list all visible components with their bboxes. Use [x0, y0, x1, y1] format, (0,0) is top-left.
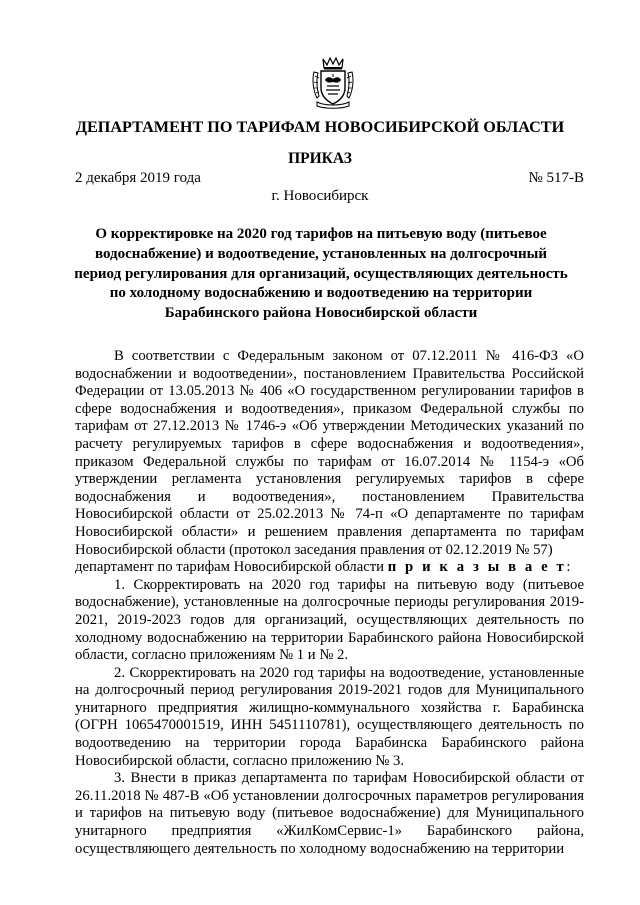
orders-lead: департамент по тарифам Новосибирской области — [75, 559, 385, 576]
item-2-paragraph: 2. Скорректировать на 2020 год тарифы на водоотведение, установленные на долгосрочный период регулирования 2019-2021 годов для Муниципального унитарного предприятия жилищно-коммунального хозяйства г. Барабинска (ОГРН 1065470001519, ИНН 5451110781), осуществляющего деятельность по водоотведению на территории города Барабинска Барабинского района Новосибирской области, согласно приложению № 3. — [75, 664, 584, 769]
document-title: О корректировке на 2020 год тарифов на питьевую воду (питьевое водоснабжение) и водоотведение, установленных на долгосрочный период регулирования для организаций, осуществляющих деятельность по холодному водоснабжению и водоотведению на территории Барабинского района Новосибирской области — [74, 226, 568, 322]
preamble-paragraph: В соответствии с Федеральным законом от 07.12.2011 № 416-ФЗ «О водоснабжении и водоотведении», постановлением Правительства Российской Федерации от 13.05.2013 № 406 «О государственном регулировании тарифов в сфере водоснабжения и водоотведения», приказом Федеральной службы по тарифам от 27.12.2013 № 1746-э «Об утверждении Методических указаний по расчету регулируемых тарифов в сфере водоснабжения и водоотведения», приказом Федеральной службы по тарифам от 16.07.2014 № 1154-э «Об утверждении регламента установления регулируемых тарифов в сфере водоснабжения и водоотведения», постановлением Правительства Новосибирской области от 25.02.2013 № 74-п «О департаменте по тарифам Новосибирской области» и решением правления департамента по тарифам Новосибирской области (протокол заседания правления от 02.12.2019 № 57) — [75, 348, 584, 558]
document-date: 2 декабря 2019 года — [75, 170, 201, 186]
orders-colon: : — [566, 559, 571, 576]
document-body — [75, 348, 584, 858]
document-number: № 517-В — [528, 170, 584, 186]
department-name: ДЕПАРТАМЕНТ ПО ТАРИФАМ НОВОСИБИРСКОЙ ОБЛАСТИ — [75, 118, 565, 136]
orders-line — [75, 559, 584, 577]
orders-word: п р и к а з ы в а е т — [387, 559, 567, 576]
item-3-paragraph: 3. Внести в приказ департамента по тарифам Новосибирской области от 26.11.2018 № 487-В «Об установлении долгосрочных параметров регулирования и тарифов на питьевую воду (питьевое водоснабжение) для Муниципального унитарного предприятия «ЖилКомСервис-1» Барабинского района, осуществляющего деятельность по холодному водоснабжению на территории — [75, 770, 584, 857]
document-city: г. Новосибирск — [271, 188, 369, 204]
item-1-paragraph: 1. Скорректировать на 2020 год тарифы на питьевую воду (питьевое водоснабжение), установленные на долгосрочные периоды регулирования 2019-2021, 2019-2023 годов для организаций, осуществляющих деятельность по холодному водоснабжению на территории Барабинского района Новосибирской области, согласно приложениям № 1 и № 2. — [75, 576, 584, 664]
coat-of-arms-icon — [309, 56, 357, 110]
document-type: ПРИКАЗ — [288, 150, 352, 167]
